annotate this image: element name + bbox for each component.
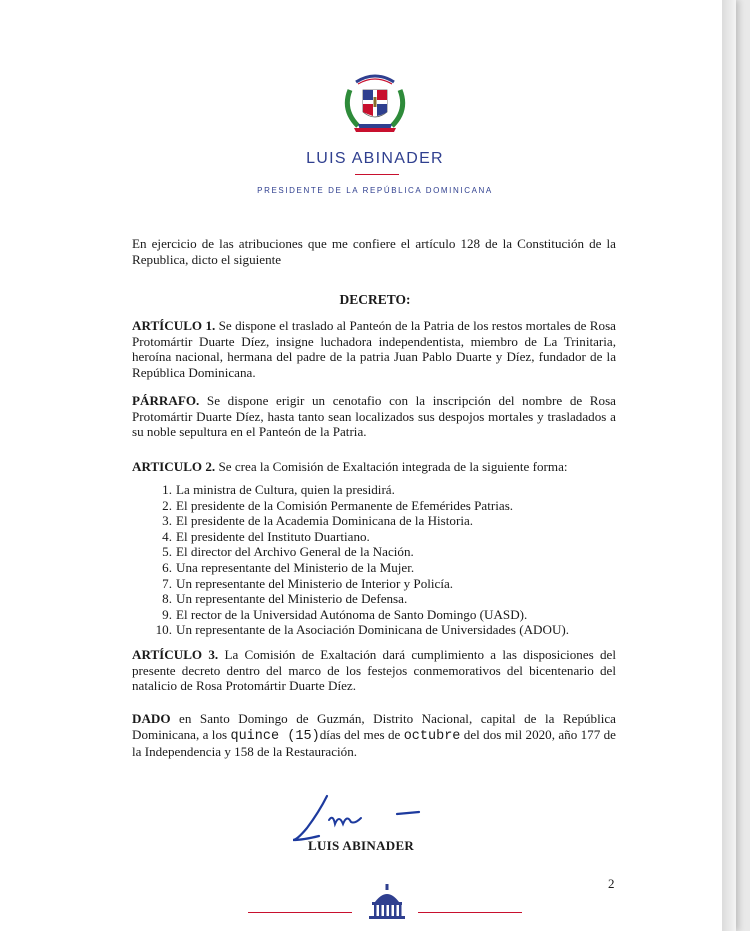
dado-paragraph bbox=[132, 711, 616, 760]
signature-name: LUIS ABINADER bbox=[308, 838, 415, 853]
dado-text-a: en Santo Domingo de Guzmán, Distrito Nacional, capital de la República Dominicana, a los bbox=[132, 711, 616, 742]
list-item-text: El presidente de la Comisión Permanente de Efemérides Patrias. bbox=[176, 497, 514, 513]
dado-month: octubre bbox=[403, 728, 461, 744]
list-item-text: El rector de la Universidad Autónoma de Santo Domingo (UASD). bbox=[176, 606, 528, 622]
list-item bbox=[150, 591, 620, 607]
list-item-text: La ministra de Cultura, quien la presidirá. bbox=[176, 482, 395, 497]
dado-text-c: del dos mil 2020, año 177 de la Independencia y 158 de la Restauración. bbox=[132, 726, 616, 760]
dado-text-b: días del mes de bbox=[319, 726, 404, 742]
palace-dome-icon bbox=[366, 884, 408, 922]
list-item-text: El director del Archivo General de la Nación. bbox=[176, 544, 414, 560]
list-item bbox=[150, 607, 620, 623]
page-edge-shadow bbox=[722, 0, 736, 931]
parrafo-text: Se dispone erigir un cenotafio con la inscripción del nombre de Rosa Protomártir Duarte Díez, hasta tanto sean localizados sus despojos mortales y trasladados a su noble sepultura en el Panteón de la Patria. bbox=[132, 393, 616, 440]
list-item bbox=[150, 529, 620, 545]
list-item bbox=[150, 560, 620, 576]
list-item-number: 3. bbox=[162, 513, 172, 529]
list-item-number: 10. bbox=[155, 622, 172, 638]
articulo-1-text: Se dispone el traslado al Panteón de la Patria de los restos mortales de Rosa Protomártir Duarte Díez, insigne luchadora independentista, miembro de La Trinitaria, heroína nacional, hermana del padre de la patria Juan Pablo Duarte y Díez, fundador de la República Dominicana. bbox=[132, 318, 616, 380]
parrafo-label: PÁRRAFO. bbox=[132, 393, 200, 408]
intro-paragraph: En ejercicio de las atribuciones que me confiere el artículo 128 de la Constitución de la Republica, dicto el siguiente bbox=[132, 236, 616, 267]
parrafo bbox=[132, 393, 616, 440]
list-item-number: 7. bbox=[162, 575, 172, 591]
header-president-title: PRESIDENTE DE LA REPÚBLICA DOMINICANA bbox=[257, 186, 493, 195]
list-item-text: El presidente del Instituto Duartiano. bbox=[176, 528, 370, 544]
list-item bbox=[150, 544, 620, 560]
list-item-number: 4. bbox=[162, 528, 172, 544]
articulo-3-text: La Comisión de Exaltación dará cumplimiento a las disposiciones del presente decreto dentro del marco de los festejos conmemorativos del bicentenario del natalicio de Rosa Protomártir Duarte Díez. bbox=[132, 647, 616, 694]
list-item bbox=[150, 482, 620, 498]
comision-list bbox=[150, 482, 620, 638]
decreto-heading: DECRETO: bbox=[339, 292, 411, 307]
coat-of-arms-icon bbox=[340, 70, 410, 134]
header-divider bbox=[355, 174, 399, 175]
articulo-2-text: Se crea la Comisión de Exaltación integrada de la siguiente forma: bbox=[215, 459, 568, 474]
list-item-text: Una representante del Ministerio de la Mujer. bbox=[176, 559, 415, 575]
list-item bbox=[150, 622, 620, 638]
articulo-3 bbox=[132, 647, 616, 694]
list-item bbox=[150, 498, 620, 514]
list-item bbox=[150, 576, 620, 592]
articulo-1-label: ARTÍCULO 1. bbox=[132, 318, 216, 333]
list-item-number: 5. bbox=[162, 544, 172, 560]
list-item-number: 8. bbox=[162, 591, 172, 607]
list-item-text: Un representante de la Asociación Dominicana de Universidades (ADOU). bbox=[176, 622, 570, 638]
list-item-number: 2. bbox=[162, 497, 172, 513]
dado-label: DADO bbox=[132, 711, 171, 726]
list-item-text: Un representante del Ministerio de Defensa. bbox=[176, 591, 408, 607]
articulo-3-label: ARTÍCULO 3. bbox=[132, 647, 219, 662]
list-item-number: 1. bbox=[162, 482, 172, 497]
footer-rule-left bbox=[248, 912, 352, 913]
articulo-2-label: ARTICULO 2. bbox=[132, 459, 216, 474]
list-item bbox=[150, 513, 620, 529]
footer-rule-right bbox=[418, 912, 522, 913]
articulo-1 bbox=[132, 318, 616, 380]
list-item-number: 9. bbox=[162, 606, 172, 622]
list-item-text: Un representante del Ministerio de Interior y Policía. bbox=[176, 575, 454, 591]
list-item-number: 6. bbox=[162, 559, 172, 575]
articulo-2 bbox=[132, 459, 616, 475]
page-number: 2 bbox=[608, 876, 615, 891]
dado-day: quince (15) bbox=[230, 728, 320, 744]
list-item-text: El presidente de la Academia Dominicana de la Historia. bbox=[176, 513, 474, 529]
header-president-name: LUIS ABINADER bbox=[306, 150, 444, 167]
